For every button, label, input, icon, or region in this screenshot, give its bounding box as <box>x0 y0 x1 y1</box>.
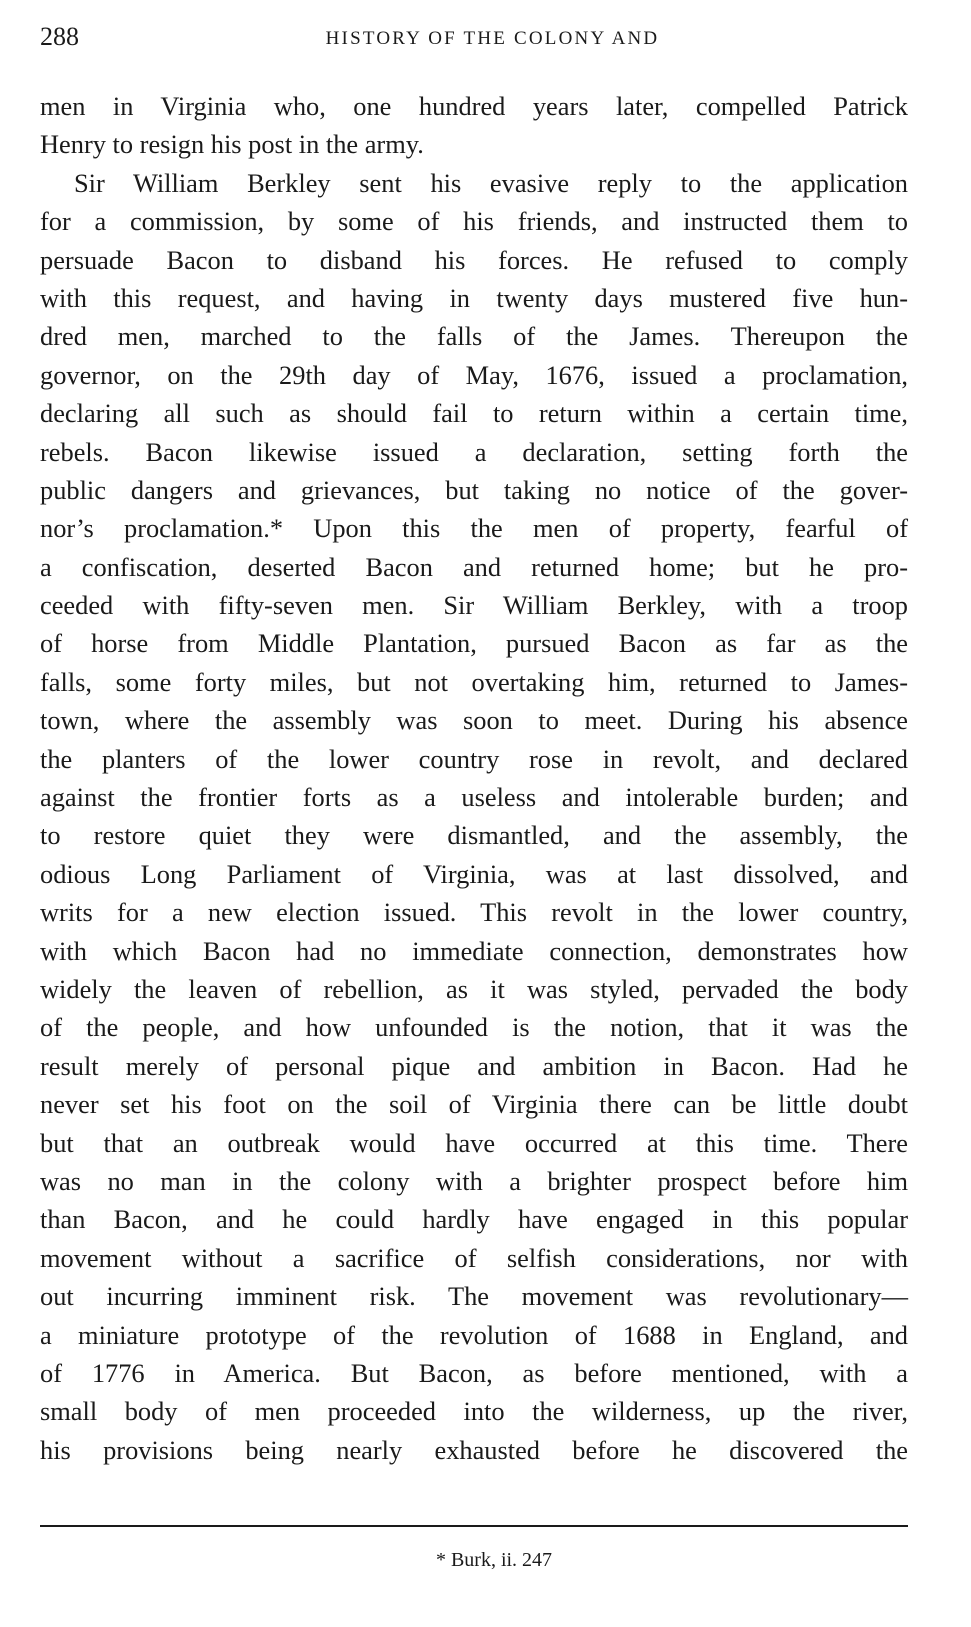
page-number: 288 <box>40 22 79 51</box>
text-line: with this request, and having in twenty days mustered five hun- <box>40 282 908 313</box>
page-header <box>40 20 909 54</box>
text-line: a confiscation, deserted Bacon and returned home; but he pro- <box>40 551 908 582</box>
text-line: movement without a sacrifice of selfish considerations, nor with <box>40 1242 908 1273</box>
footnote-divider <box>40 1525 908 1527</box>
text-line: a miniature prototype of the revolution of 1688 in England, and <box>40 1319 908 1350</box>
text-line: out incurring imminent risk. The movement was revolutionary— <box>40 1281 908 1312</box>
text-line: of horse from Middle Plantation, pursued Bacon as far as the <box>40 628 908 659</box>
text-line: dred men, marched to the falls of the James. Thereupon the <box>40 321 908 352</box>
text-line: odious Long Parliament of Virginia, was at last dissolved, and <box>40 858 908 889</box>
body-text <box>40 87 908 1469</box>
text-line: declaring all such as should fail to return within a certain time, <box>40 398 908 429</box>
text-line: with which Bacon had no immediate connection, demonstrates how <box>40 935 908 966</box>
text-line: public dangers and grievances, but taking no notice of the gover- <box>40 474 908 505</box>
text-line: his provisions being nearly exhausted before he discovered the <box>40 1434 908 1465</box>
text-line: widely the leaven of rebellion, as it was styled, pervaded the body <box>40 973 908 1004</box>
text-line: small body of men proceeded into the wilderness, up the river, <box>40 1396 908 1427</box>
text-line: result merely of personal pique and ambition in Bacon. Had he <box>40 1050 908 1081</box>
text-line: persuade Bacon to disband his forces. He refused to comply <box>40 244 908 275</box>
text-line: writs for a new election issued. This revolt in the lower country, <box>40 897 908 928</box>
text-line: the planters of the lower country rose in revolt, and declared <box>40 743 908 774</box>
text-line: never set his foot on the soil of Virginia there can be little doubt <box>40 1089 908 1120</box>
text-line: men in Virginia who, one hundred years later, compelled Patrick <box>40 91 908 121</box>
text-line: than Bacon, and he could hardly have engaged in this popular <box>40 1204 908 1235</box>
running-head: HISTORY OF THE COLONY AND <box>325 28 660 49</box>
text-line: rebels. Bacon likewise issued a declaration, setting forth the <box>40 436 908 467</box>
text-line: Henry to resign his post in the army. <box>40 129 424 160</box>
text-line: falls, some forty miles, but not overtaking him, returned to James- <box>40 666 908 697</box>
text-line: but that an outbreak would have occurred at this time. There <box>40 1127 908 1158</box>
text-line: Sir William Berkley sent his evasive reply to the application <box>74 167 908 198</box>
text-line: town, where the assembly was soon to meet. During his absence <box>40 705 908 736</box>
text-line: for a commission, by some of his friends, and instructed them to <box>40 206 908 237</box>
text-line: of the people, and how unfounded is the notion, that it was the <box>40 1012 908 1043</box>
text-line: of 1776 in America. But Bacon, as before mentioned, with a <box>40 1357 908 1388</box>
text-line: was no man in the colony with a brighter prospect before him <box>40 1165 908 1196</box>
text-line: to restore quiet they were dismantled, and the assembly, the <box>40 820 908 851</box>
footnote: * Burk, ii. 247 <box>435 1549 553 1571</box>
text-line: governor, on the 29th day of May, 1676, issued a proclamation, <box>40 359 908 390</box>
text-line: ceeded with fifty-seven men. Sir William Berkley, with a troop <box>40 590 908 621</box>
text-line: nor’s proclamation.* Upon this the men of property, fearful of <box>40 513 908 544</box>
text-line: against the frontier forts as a useless and intolerable burden; and <box>40 782 908 813</box>
